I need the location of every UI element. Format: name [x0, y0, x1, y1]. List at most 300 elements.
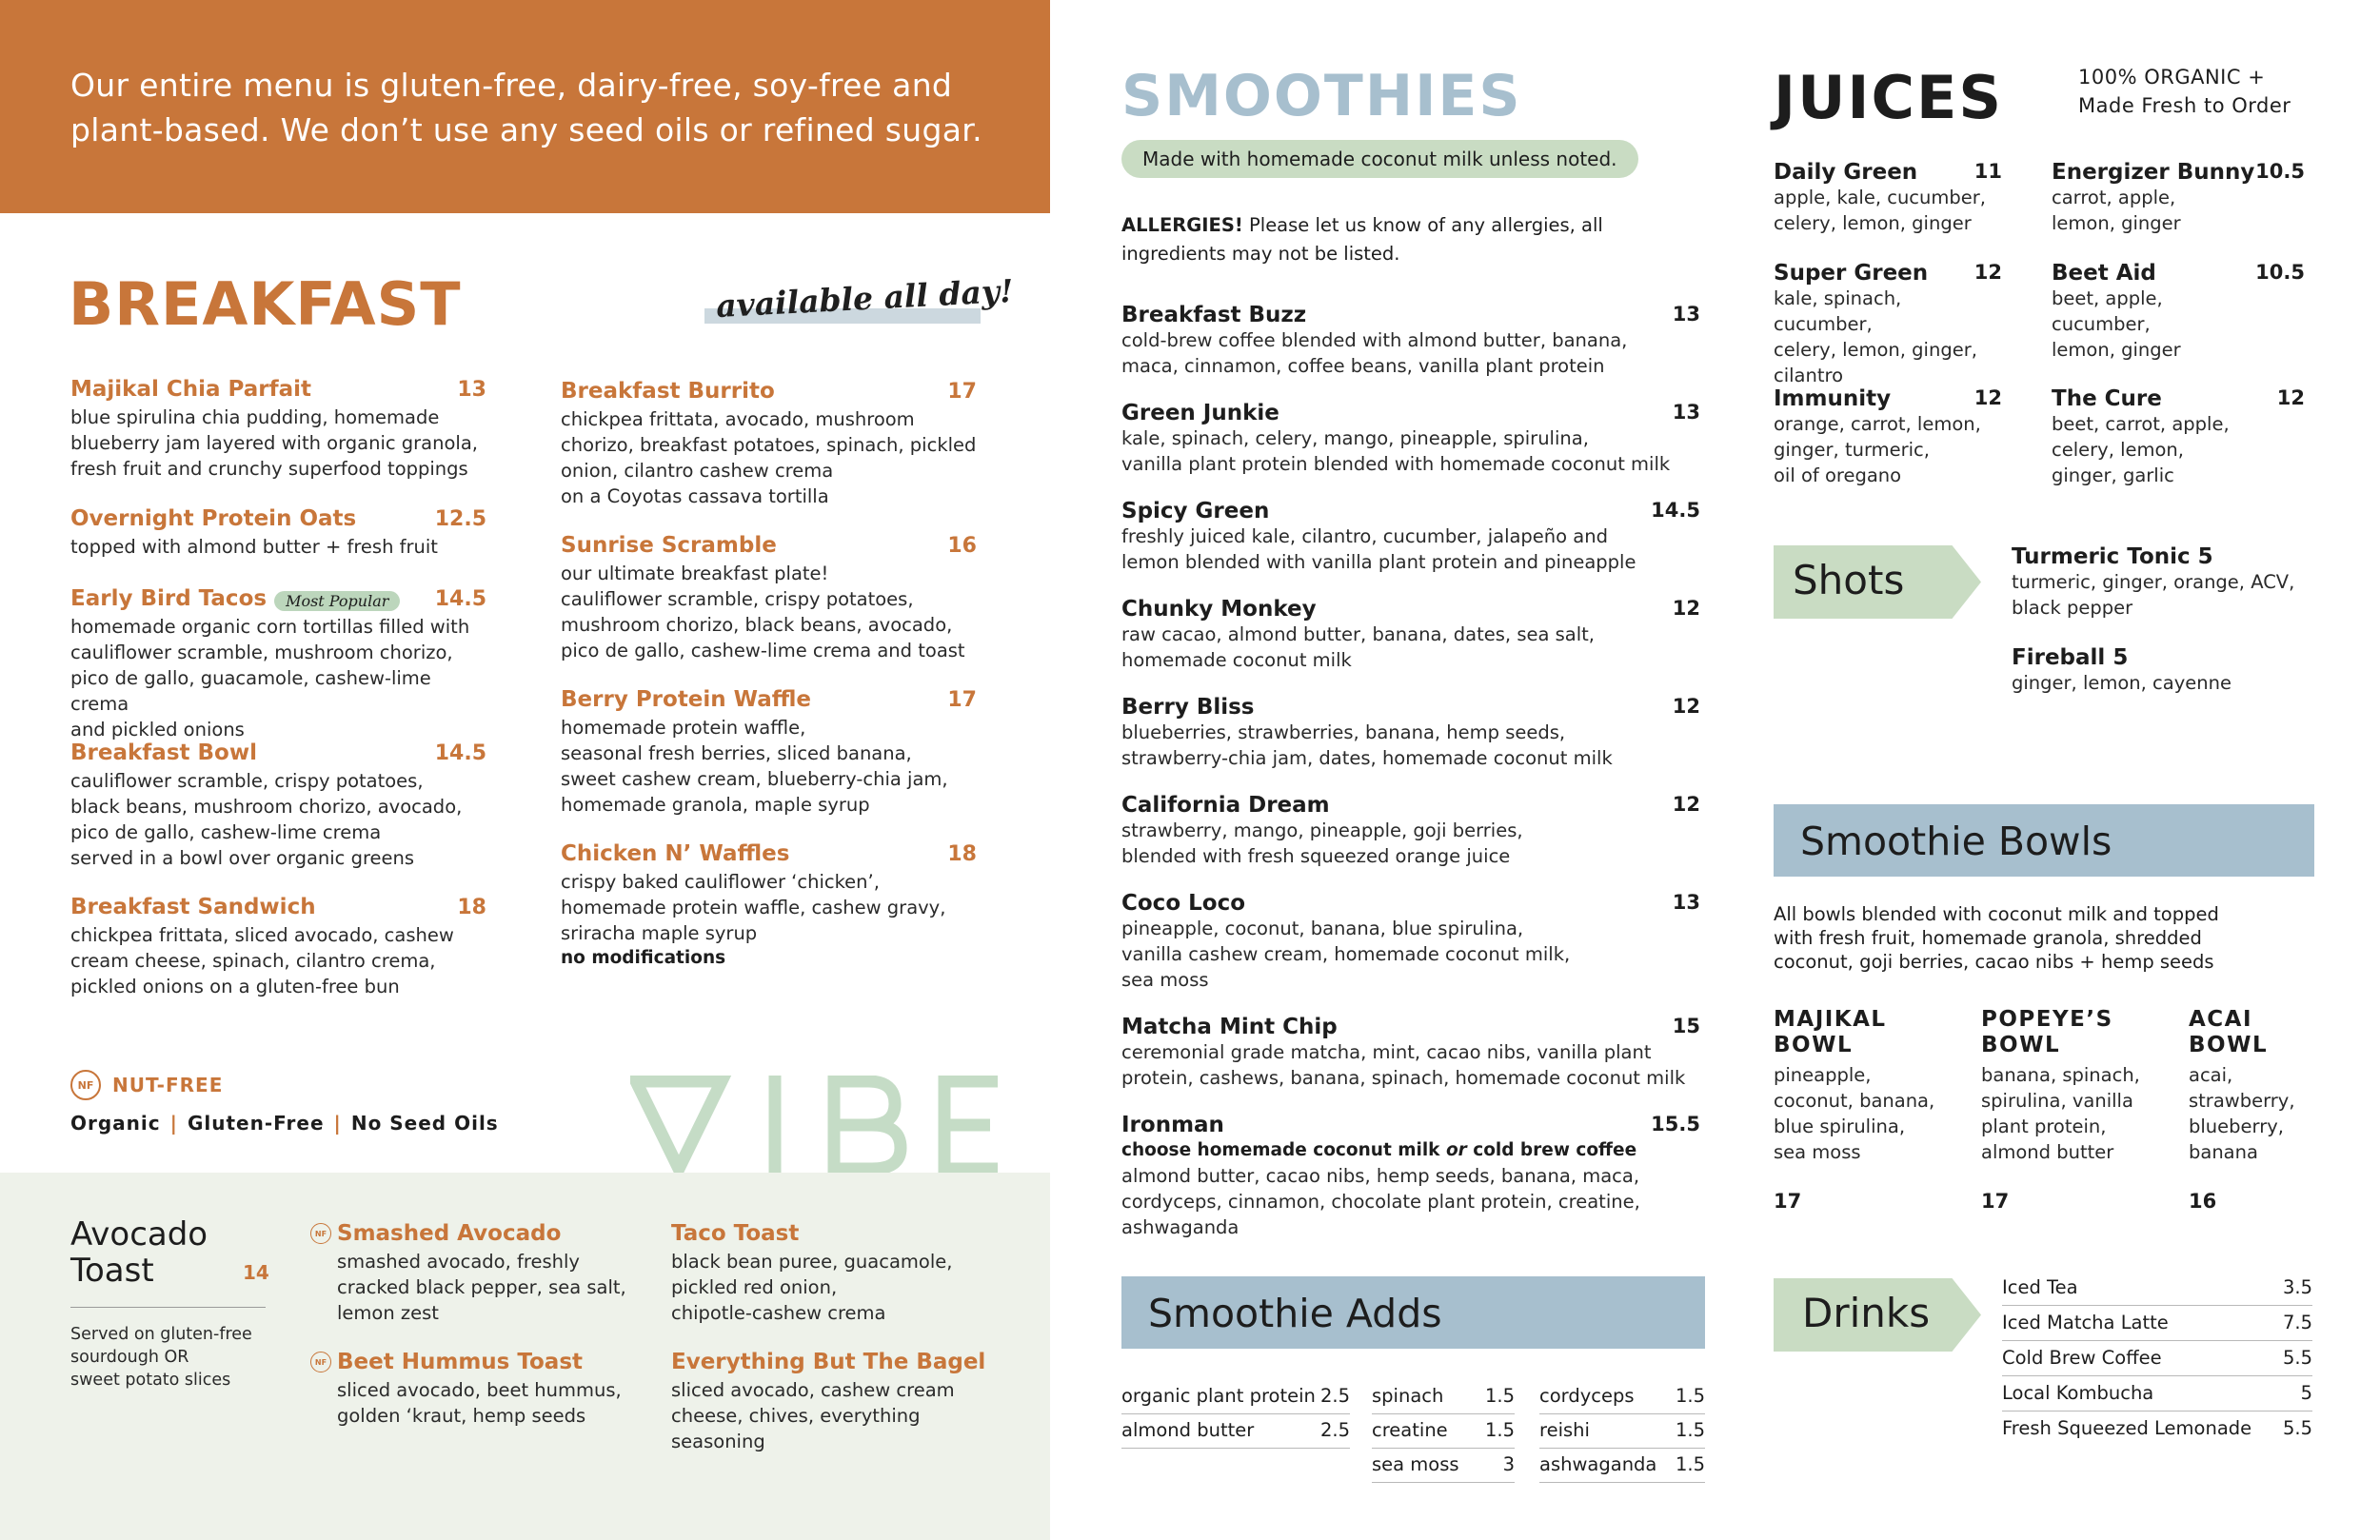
name-line: BOWL: [2189, 1033, 2269, 1057]
juices-title: JUICES: [1774, 63, 2003, 132]
item-desc: [70, 768, 486, 871]
note-line: Served on gluten-free: [70, 1325, 252, 1344]
item-desc: [70, 922, 486, 999]
intro-line: plant-based. We don’t use any seed oils or refined sugar.: [70, 111, 982, 148]
desc-line: spirulina, vanilla: [1981, 1090, 2133, 1112]
desc-line: sweet cashew cream, blueberry-chia jam,: [561, 768, 948, 790]
add-row: [1539, 1449, 1705, 1483]
shots-label: Shots: [1793, 557, 1905, 603]
item-price: 14.5: [434, 740, 486, 765]
allergies-text: Please let us know of any allergies, all ingredients may not be listed.: [1121, 214, 1603, 265]
available-all-day-note: [704, 271, 1015, 331]
drink-price: 5.5: [2282, 1417, 2312, 1439]
item-name: Fireball: [2012, 645, 2106, 670]
item-desc: [671, 1249, 995, 1326]
desc-line: ginger, garlic: [2052, 464, 2174, 486]
desc-line: homemade protein waffle, cashew gravy,: [561, 897, 946, 918]
item-name: Taco Toast: [671, 1221, 800, 1246]
item-name: Breakfast Buzz: [1121, 303, 1307, 327]
desc-line: cold-brew coffee blended with almond butter, banana,: [1121, 329, 1628, 351]
note-line: sweet potato slices: [70, 1371, 231, 1390]
item-price: 17: [947, 687, 977, 712]
diet-tagline: [70, 1112, 499, 1135]
tag-gluten-free: Gluten-Free: [187, 1112, 325, 1135]
item-desc: [561, 869, 977, 971]
item-name: Breakfast Sandwich: [70, 895, 316, 919]
item-price: 12: [1672, 597, 1700, 620]
item-price: 13: [1672, 891, 1700, 914]
ironman-base-choice: [1121, 1137, 1700, 1163]
bowl-popeyes: [1981, 1007, 2162, 1165]
item-desc: [1121, 1163, 1700, 1240]
add-row: [1372, 1449, 1515, 1483]
item-price: 12: [1672, 695, 1700, 718]
shot-fireball: [2012, 645, 2326, 696]
juice-energizer-bunny: [2052, 160, 2305, 236]
desc-line: seasoning: [671, 1431, 765, 1452]
desc-line: our ultimate breakfast plate!: [561, 563, 829, 584]
nut-free-legend: [70, 1070, 223, 1100]
add-price: 1.5: [1675, 1419, 1705, 1441]
desc-line: lemon blended with vanilla plant protein and pineapple: [1121, 551, 1636, 573]
item-desc: [2052, 286, 2305, 363]
item-name: Sunrise Scramble: [561, 533, 777, 558]
intro-line: Our entire menu is gluten-free, dairy-free, soy-free and: [70, 67, 953, 104]
item-name: Green Junkie: [1121, 401, 1279, 425]
item-desc: [337, 1249, 634, 1326]
allergies-label: ALLERGIES!: [1121, 214, 1243, 236]
desc-line: kale, spinach, celery, mango, pineapple, spirulina,: [1121, 427, 1589, 449]
tag-no-seed-oils: No Seed Oils: [350, 1112, 499, 1135]
smoothie-bowls-note: [1774, 902, 2288, 974]
desc-line: lemon, ginger: [2052, 212, 2181, 234]
desc-line: served in a bowl over organic greens: [70, 847, 415, 869]
avocado-toast-note: [70, 1323, 280, 1392]
item-price: 10.5: [2255, 160, 2305, 183]
bowl-name: [1981, 1007, 2162, 1058]
add-row: [1539, 1380, 1705, 1414]
desc-line: oil of oregano: [1774, 464, 1902, 486]
drink-name: Fresh Squeezed Lemonade: [2002, 1417, 2252, 1439]
drink-name: Cold Brew Coffee: [2002, 1347, 2162, 1369]
item-desc: [2052, 411, 2305, 488]
drink-price: 3.5: [2282, 1276, 2312, 1298]
nut-free-icon: NF: [70, 1070, 101, 1100]
item-price: 18: [457, 895, 486, 919]
menu-item-overnight-protein-oats: [70, 506, 486, 560]
item-desc: [1774, 185, 2002, 236]
add-row: [1121, 1380, 1350, 1414]
drink-price: 5.5: [2282, 1347, 2312, 1369]
desc-line: turmeric, ginger, orange, ACV,: [2012, 571, 2295, 593]
desc-line: blueberry jam layered with organic granola,: [70, 432, 478, 454]
smoothie-berry-bliss: [1121, 695, 1700, 771]
desc-line: sliced avocado, beet hummus,: [337, 1379, 622, 1401]
toast-item-taco-toast: [671, 1221, 995, 1326]
desc-line: ginger, turmeric,: [1774, 439, 1930, 461]
desc-line: sea moss: [1121, 969, 1209, 991]
smoothie-ironman: [1121, 1113, 1700, 1240]
desc-line: homemade protein waffle,: [561, 717, 806, 739]
item-price: 12: [1973, 386, 2002, 409]
juice-daily-green: [1774, 160, 2002, 236]
item-price: 10.5: [2255, 261, 2305, 284]
desc-line: cauliflower scramble, crispy potatoes,: [561, 588, 914, 610]
smoothie-matcha-mint-chip: [1121, 1015, 1700, 1091]
desc-line: beet, apple,: [2052, 287, 2163, 309]
choice-text: choose homemade coconut milk: [1121, 1140, 1446, 1160]
menu-item-breakfast-bowl: [70, 740, 486, 871]
drink-row: [2002, 1376, 2312, 1412]
add-price: 1.5: [1484, 1385, 1515, 1407]
desc-line: cucumber,: [2052, 313, 2151, 335]
drink-row: [2002, 1306, 2312, 1341]
choice-or: or: [1445, 1140, 1467, 1160]
item-desc: [70, 614, 486, 742]
desc-line: homemade granola, maple syrup: [561, 794, 870, 816]
desc-line: banana, spinach,: [1981, 1064, 2140, 1086]
bowl-desc: [1774, 1062, 1954, 1165]
intro-text: [70, 63, 1003, 152]
available-text: available all day!: [715, 271, 1015, 326]
most-popular-badge: Most Popular: [274, 591, 400, 611]
nut-free-label: NUT-FREE: [112, 1074, 224, 1096]
menu-item-breakfast-sandwich: [70, 895, 486, 999]
item-price: 5: [2112, 645, 2129, 670]
desc-line: maca, cinnamon, coffee beans, vanilla plant protein: [1121, 355, 1605, 377]
desc-line: golden ‘kraut, hemp seeds: [337, 1405, 586, 1427]
desc-line: freshly juiced kale, cilantro, cucumber, jalapeño and: [1121, 525, 1608, 547]
item-name: Majikal Chia Parfait: [70, 377, 312, 402]
item-desc: [1774, 411, 2002, 488]
smoothies-title: SMOOTHIES: [1121, 63, 1522, 129]
drink-name: Iced Matcha Latte: [2002, 1312, 2169, 1333]
item-name: Beet Hummus Toast: [337, 1350, 583, 1374]
item-name: Everything But The Bagel: [671, 1350, 986, 1374]
desc-line: strawberry, mango, pineapple, goji berries,: [1121, 819, 1523, 841]
desc-line: pico de gallo, cashew-lime crema and toast: [561, 640, 965, 661]
item-name: Matcha Mint Chip: [1121, 1015, 1338, 1039]
smoothie-bowls-title: Smoothie Bowls: [1800, 819, 2112, 864]
adds-column-2: [1372, 1380, 1515, 1483]
add-price: 1.5: [1675, 1385, 1705, 1407]
menu-item-breakfast-burrito: [561, 379, 977, 509]
desc-line: smashed avocado, freshly: [337, 1251, 580, 1273]
smoothie-chunky-monkey: [1121, 597, 1700, 673]
desc-line: almond butter: [1981, 1141, 2114, 1163]
toast-item-beet-hummus-toast: [310, 1350, 634, 1429]
juice-beet-aid: [2052, 261, 2305, 363]
item-price: 13: [1672, 303, 1700, 326]
adds-column-1: [1121, 1380, 1350, 1449]
desc-line: strawberry,: [2189, 1090, 2295, 1112]
desc-line: topped with almond butter + fresh fruit: [70, 536, 438, 558]
item-name: Early Bird Tacos: [70, 586, 268, 611]
add-row: [1372, 1414, 1515, 1449]
desc-line: vanilla plant protein blended with homemade coconut milk: [1121, 453, 1671, 475]
bowl-acai: [2189, 1007, 2322, 1165]
organic-note: [2078, 63, 2291, 120]
item-name: Coco Loco: [1121, 891, 1246, 916]
desc-line: celery, lemon, ginger,: [1774, 339, 1977, 361]
toast-item-everything-but-the-bagel: [671, 1350, 995, 1454]
add-row: [1121, 1414, 1350, 1449]
desc-line: lemon zest: [337, 1302, 439, 1324]
item-name: Beet Aid: [2052, 261, 2156, 286]
note-line: 100% ORGANIC +: [2078, 66, 2266, 89]
item-desc: [1774, 286, 2002, 388]
menu-item-berry-protein-waffle: [561, 687, 977, 818]
item-desc: [1121, 523, 1700, 575]
adds-column-3: [1539, 1380, 1705, 1483]
name-line: POPEYE’S: [1981, 1007, 2113, 1032]
desc-line: acai,: [2189, 1064, 2233, 1086]
desc-line: blue spirulina,: [1774, 1116, 1906, 1137]
item-name: Spicy Green: [1121, 499, 1270, 523]
desc-line: almond butter, cacao nibs, hemp seeds, banana, maca,: [1121, 1165, 1640, 1187]
item-name: Breakfast Burrito: [561, 379, 775, 404]
item-price: 12: [1973, 261, 2002, 284]
item-desc: [70, 534, 486, 560]
item-name: Smashed Avocado: [337, 1221, 562, 1246]
add-price: 1.5: [1675, 1453, 1705, 1475]
desc-line: chickpea frittata, sliced avocado, cashew: [70, 924, 454, 946]
desc-line: blue spirulina chia pudding, homemade: [70, 406, 440, 428]
name-line: MAJIKAL: [1774, 1007, 1887, 1032]
drink-row: [2002, 1341, 2312, 1376]
desc-line: onion, cilantro cashew crema: [561, 460, 834, 482]
bowl-price: 16: [2189, 1190, 2217, 1213]
name-line: ACAI: [2189, 1007, 2253, 1032]
add-name: organic plant protein: [1121, 1385, 1316, 1407]
desc-line: sliced avocado, cashew cream: [671, 1379, 955, 1401]
item-desc: [1121, 818, 1700, 869]
smoothie-adds-title: Smoothie Adds: [1148, 1291, 1442, 1336]
note-line: sourdough OR: [70, 1348, 189, 1367]
item-desc: [1121, 327, 1700, 379]
item-name: The Cure: [2052, 386, 2162, 411]
desc-line: chickpea frittata, avocado, mushroom: [561, 408, 915, 430]
tag-organic: Organic: [70, 1112, 161, 1135]
desc-line: black pepper: [2012, 597, 2133, 619]
desc-line: pico de gallo, guacamole, cashew-lime crema: [70, 667, 431, 715]
juice-super-green: [1774, 261, 2002, 388]
desc-line: pickled red onion,: [671, 1276, 838, 1298]
tag-separator: |: [169, 1112, 178, 1135]
desc-line: on a Coyotas cassava tortilla: [561, 485, 829, 507]
desc-line: orange, carrot, lemon,: [1774, 413, 1981, 435]
note-line: coconut, goji berries, cacao nibs + hemp seeds: [1774, 951, 2214, 973]
add-name: reishi: [1539, 1419, 1590, 1441]
item-price: 15.5: [1651, 1113, 1700, 1135]
item-desc: [1121, 1039, 1700, 1091]
drinks-label: Drinks: [1802, 1290, 1931, 1336]
item-name: Daily Green: [1774, 160, 1918, 185]
desc-line: plant protein,: [1981, 1116, 2107, 1137]
item-name: California Dream: [1121, 793, 1330, 818]
desc-line: raw cacao, almond butter, banana, dates, sea salt,: [1121, 623, 1595, 645]
desc-line: cracked black pepper, sea salt,: [337, 1276, 626, 1298]
desc-line: cauliflower scramble, crispy potatoes,: [70, 770, 424, 792]
item-price: 14.5: [434, 586, 486, 611]
desc-line: vanilla cashew cream, homemade coconut milk,: [1121, 943, 1571, 965]
desc-line: seasonal fresh berries, sliced banana,: [561, 742, 912, 764]
breakfast-title: BREAKFAST: [69, 269, 462, 339]
name-line: BOWL: [1774, 1033, 1854, 1057]
desc-line: mushroom chorizo, black beans, avocado,: [561, 614, 953, 636]
drink-row: [2002, 1412, 2312, 1447]
nut-free-icon: NF: [310, 1223, 331, 1244]
add-name: spinach: [1372, 1385, 1444, 1407]
toast-item-smashed-avocado: [310, 1221, 634, 1326]
name-line: BOWL: [1981, 1033, 2061, 1057]
item-name: Immunity: [1774, 386, 1892, 411]
bowl-desc: [1981, 1062, 2162, 1165]
add-row: [1539, 1414, 1705, 1449]
add-name: creatine: [1372, 1419, 1448, 1441]
item-desc: [337, 1377, 634, 1429]
desc-line: carrot, apple,: [2052, 187, 2176, 208]
juice-the-cure: [2052, 386, 2305, 488]
item-name: Breakfast Bowl: [70, 740, 257, 765]
item-price: 12: [2276, 386, 2305, 409]
desc-line: sriracha maple syrup: [561, 922, 758, 944]
desc-line: cauliflower scramble, mushroom chorizo,: [70, 642, 453, 663]
desc-line: homemade organic corn tortillas filled with: [70, 616, 470, 638]
desc-line: homemade coconut milk: [1121, 649, 1352, 671]
smoothie-spicy-green: [1121, 499, 1700, 575]
item-desc: [561, 406, 977, 509]
allergies-note: [1121, 211, 1636, 268]
desc-line: banana: [2189, 1141, 2258, 1163]
desc-line: chorizo, breakfast potatoes, spinach, pickled: [561, 434, 977, 456]
bowl-majikal: [1774, 1007, 1954, 1165]
bowl-name: [2189, 1007, 2322, 1058]
drink-row: [2002, 1271, 2312, 1306]
desc-line: protein, cashews, banana, spinach, homemade coconut milk: [1121, 1067, 1686, 1089]
bowl-name: [1774, 1007, 1954, 1058]
desc-line: lemon, ginger: [2052, 339, 2181, 361]
item-desc: [1121, 425, 1700, 477]
desc-line: strawberry-chia jam, dates, homemade coconut milk: [1121, 747, 1613, 769]
desc-line: cilantro: [1774, 365, 1844, 386]
smoothie-breakfast-buzz: [1121, 303, 1700, 379]
desc-line: pico de gallo, cashew-lime crema: [70, 821, 382, 843]
item-name: Berry Bliss: [1121, 695, 1255, 720]
item-price: 13: [457, 377, 486, 402]
coconut-milk-note: Made with homemade coconut milk unless noted.: [1121, 140, 1638, 178]
note-line: All bowls blended with coconut milk and topped: [1774, 903, 2219, 925]
item-desc: [70, 405, 486, 482]
item-desc: [1121, 916, 1700, 993]
item-desc: [561, 715, 977, 818]
desc-line: coconut, banana,: [1774, 1090, 1935, 1112]
note-line: with fresh fruit, homemade granola, shredded: [1774, 927, 2202, 949]
smoothie-green-junkie: [1121, 401, 1700, 477]
item-price: 13: [1672, 401, 1700, 424]
item-desc: [561, 561, 977, 663]
vibe-logo: [630, 1076, 1002, 1175]
item-desc: [1121, 720, 1700, 771]
title-line: Toast: [70, 1252, 154, 1290]
item-desc: [2052, 185, 2305, 236]
bowl-price: 17: [1981, 1190, 2010, 1213]
item-price: 11: [1973, 160, 2002, 183]
menu-item-majikal-chia-parfait: [70, 377, 486, 482]
drink-name: Iced Tea: [2002, 1276, 2078, 1298]
desc-line: blueberries, strawberries, banana, hemp seeds,: [1121, 721, 1566, 743]
desc-line: fresh fruit and crunchy superfood toppings: [70, 458, 468, 480]
smoothie-california-dream: [1121, 793, 1700, 869]
desc-line: cordyceps, cinnamon, chocolate plant protein, creatine,: [1121, 1191, 1640, 1213]
item-name: Berry Protein Waffle: [561, 687, 812, 712]
item-desc: [1121, 622, 1700, 673]
drink-price: 5: [2300, 1382, 2312, 1404]
title-line: Avocado: [70, 1215, 208, 1254]
menu-item-sunrise-scramble: [561, 533, 977, 663]
drinks-list: [2002, 1271, 2312, 1447]
item-desc: [671, 1377, 995, 1454]
drink-price: 7.5: [2282, 1312, 2312, 1333]
desc-line: and pickled onions: [70, 719, 245, 740]
tag-separator: |: [333, 1112, 342, 1135]
add-name: ashwaganda: [1539, 1453, 1657, 1475]
item-price: 14.5: [1651, 499, 1700, 522]
smoothie-coco-loco: [1121, 891, 1700, 993]
add-row: [1372, 1380, 1515, 1414]
item-price: 5: [2197, 544, 2213, 569]
desc-line: apple, kale, cucumber,: [1774, 187, 1986, 208]
desc-line: black bean puree, guacamole,: [671, 1251, 953, 1273]
item-name: Overnight Protein Oats: [70, 506, 357, 531]
desc-line: cream cheese, spinach, cilantro crema,: [70, 950, 436, 972]
note-line: Made Fresh to Order: [2078, 94, 2291, 117]
desc-line: ginger, lemon, cayenne: [2012, 672, 2231, 694]
item-name: Turmeric Tonic: [2012, 544, 2191, 569]
choice-text: cold brew coffee: [1466, 1140, 1637, 1160]
desc-line: crispy baked cauliflower ‘chicken’,: [561, 871, 880, 893]
desc-line: ceremonial grade matcha, mint, cacao nibs, vanilla plant: [1121, 1041, 1652, 1063]
add-price: 2.5: [1319, 1419, 1350, 1441]
item-name: Chunky Monkey: [1121, 597, 1317, 622]
item-price: 12: [1672, 793, 1700, 816]
add-price: 2.5: [1319, 1385, 1350, 1407]
desc-line: pickled onions on a gluten-free bun: [70, 976, 400, 997]
nut-free-icon: NF: [310, 1352, 331, 1372]
desc-line: celery, lemon, ginger: [1774, 212, 1972, 234]
menu-item-chicken-n-waffles: [561, 841, 977, 971]
avocado-toast-price: 14: [243, 1261, 269, 1284]
desc-line: cheese, chives, everything: [671, 1405, 921, 1427]
item-price: 16: [947, 533, 977, 558]
add-name: cordyceps: [1539, 1385, 1635, 1407]
desc-line: kale, spinach, cucumber,: [1774, 287, 1902, 335]
item-desc: [2012, 670, 2326, 696]
bowl-price: 17: [1774, 1190, 1802, 1213]
item-name: Chicken N’ Waffles: [561, 841, 790, 866]
desc-line: black beans, mushroom chorizo, avocado,: [70, 796, 463, 818]
desc-line: ashwaganda: [1121, 1216, 1240, 1238]
item-price: 17: [947, 379, 977, 404]
add-price: 1.5: [1484, 1419, 1515, 1441]
no-modifications-note: no modifications: [561, 948, 726, 968]
shot-turmeric-tonic: [2012, 544, 2326, 621]
juice-immunity: [1774, 386, 2002, 488]
desc-line: sea moss: [1774, 1141, 1861, 1163]
desc-line: pineapple,: [1774, 1064, 1872, 1086]
desc-line: blueberry,: [2189, 1116, 2284, 1137]
item-price: 12.5: [434, 506, 486, 531]
